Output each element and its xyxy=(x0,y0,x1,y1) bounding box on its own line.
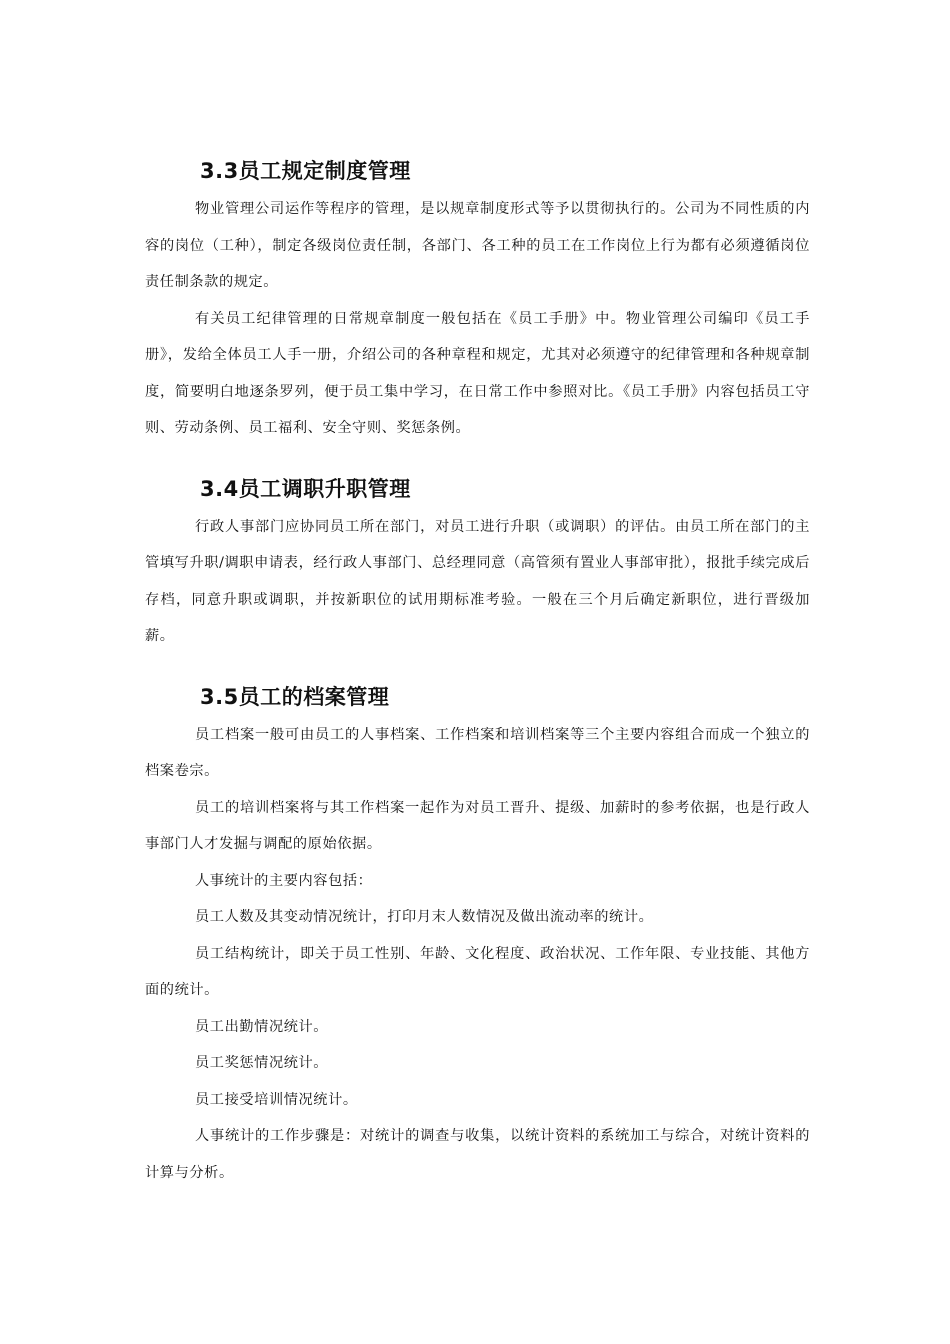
document-body xyxy=(145,155,810,1191)
paragraph: 员工人数及其变动情况统计，打印月末人数情况及做出流动率的统计。 xyxy=(195,909,654,925)
paragraph: 物业管理公司运作等程序的管理，是以规章制度形式等予以贯彻执行的。公司为不同性质的内容的岗位（工种），制定各级岗位责任制，各部门、各工种的员工在工作岗位上行为都有必须遵循岗位责任制条款的规定。 xyxy=(145,201,810,290)
paragraph: 员工档案一般可由员工的人事档案、工作档案和培训档案等三个主要内容组合而成一个独立的档案卷宗。 xyxy=(145,726,810,779)
paragraph: 行政人事部门应协同员工所在部门，对员工进行升职（或调职）的评估。由员工所在部门的主管填写升职/调职申请表，经行政人事部门、总经理同意（高管须有置业人事部审批），报批手续完成后存档，同意升职或调职，并按新职位的试用期标准考验。一般在三个月后确定新职位，进行晋级加薪。 xyxy=(145,518,810,644)
paragraph: 人事统计的工作步骤是：对统计的调查与收集，以统计资料的系统加工与综合，对统计资料的计算与分析。 xyxy=(145,1128,810,1181)
section-title-3-3: 3.3员工规定制度管理 xyxy=(200,159,411,183)
paragraph: 有关员工纪律管理的日常规章制度一般包括在《员工手册》中。物业管理公司编印《员工手册》，发给全体员工人手一册，介绍公司的各种章程和规定，尤其对必须遵守的纪律管理和各种规章制度，简要明白地逐条罗列，便于员工集中学习，在日常工作中参照对比。《员工手册》内容包括员工守则、劳动条例、员工福利、安全守则、奖惩条例。 xyxy=(145,310,810,436)
paragraph: 员工的培训档案将与其工作档案一起作为对员工晋升、提级、加薪时的参考依据，也是行政人事部门人才发掘与调配的原始依据。 xyxy=(145,799,810,852)
paragraph: 员工奖惩情况统计。 xyxy=(195,1055,329,1071)
paragraph: 员工结构统计，即关于员工性别、年龄、文化程度、政治状况、工作年限、专业技能、其他方面的统计。 xyxy=(145,945,810,998)
section-title-3-4: 3.4员工调职升职管理 xyxy=(200,476,411,501)
paragraph: 人事统计的主要内容包括： xyxy=(195,872,373,889)
section-title-3-5: 3.5员工的档案管理 xyxy=(200,684,390,709)
paragraph: 员工出勤情况统计。 xyxy=(195,1018,329,1035)
paragraph: 员工接受培训情况统计。 xyxy=(195,1091,358,1108)
